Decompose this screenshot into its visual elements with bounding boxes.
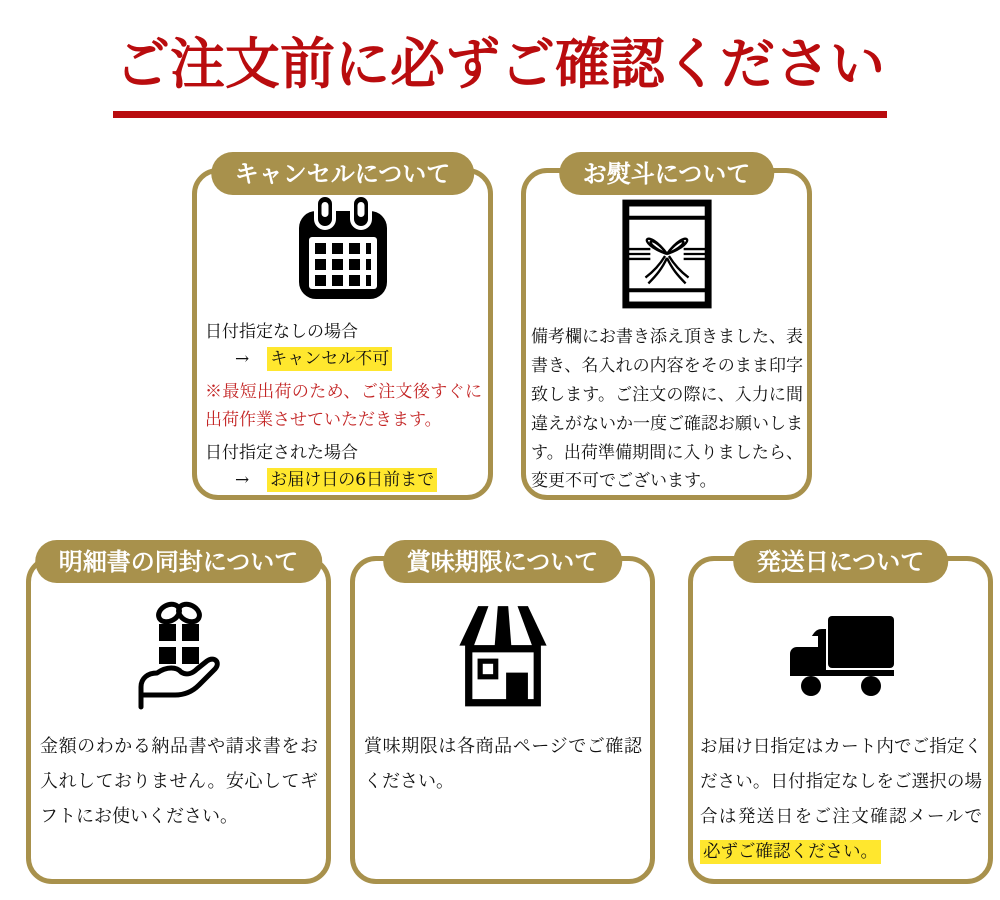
arrow-glyph: → (235, 349, 250, 370)
title-underline (113, 111, 887, 118)
expiry-badge: 賞味期限について (383, 540, 623, 583)
cancel-body (205, 319, 482, 494)
noshi-info-box (521, 159, 812, 500)
shipping-body-main: お届け日指定はカート内でご指定ください。日付指定なしをご選択の場合は発送日をご注文確認メールで (700, 737, 982, 827)
calendar-icon (197, 195, 488, 303)
truck-icon (693, 601, 988, 711)
invoice-badge: 明細書の同封について (35, 540, 323, 583)
store-icon (355, 601, 650, 711)
cancel-case1-result: キャンセル不可 (267, 347, 392, 371)
cancel-case2-label: 日付指定された場合 (205, 442, 358, 463)
shipping-body (700, 730, 982, 870)
page-title: ご注文前に必ずご確認ください (114, 31, 885, 96)
invoice-info-box (26, 547, 331, 884)
cancel-case1-result-line (205, 346, 482, 373)
cancel-note: ※最短出荷のため、ご注文後すぐに出荷作業させていただきます。 (205, 382, 482, 430)
noshi-badge: お熨斗について (559, 152, 775, 195)
cancel-case1-label: 日付指定なしの場合 (205, 322, 358, 342)
noshi-gift-icon (526, 199, 807, 309)
invoice-body: 金額のわかる納品書や請求書をお入れしておりません。安心してギフトにお使いください。 (40, 736, 318, 827)
gift-hand-icon (31, 601, 326, 711)
cancel-info-box (192, 159, 493, 500)
expiry-info-box (350, 547, 655, 884)
arrow-glyph: → (235, 469, 250, 490)
shipping-badge: 発送日について (733, 540, 949, 583)
noshi-body: 備考欄にお書き添え頂きました、表書き、名入れの内容をそのまま印字致します。ご注文の際に、入力に間違えがないか一度ご確認お願いします。出荷準備期間に入りましたら、変更不可でございます。 (531, 327, 803, 492)
cancel-badge: キャンセルについて (211, 152, 475, 195)
cancel-case2-result: お届け日の6日前まで (267, 468, 437, 492)
expiry-body: 賞味期限は各商品ページでご確認ください。 (364, 736, 642, 792)
cancel-case2-result-line (205, 467, 482, 494)
shipping-info-box (688, 547, 993, 884)
shipping-body-highlight: 必ずご確認ください。 (700, 840, 881, 864)
